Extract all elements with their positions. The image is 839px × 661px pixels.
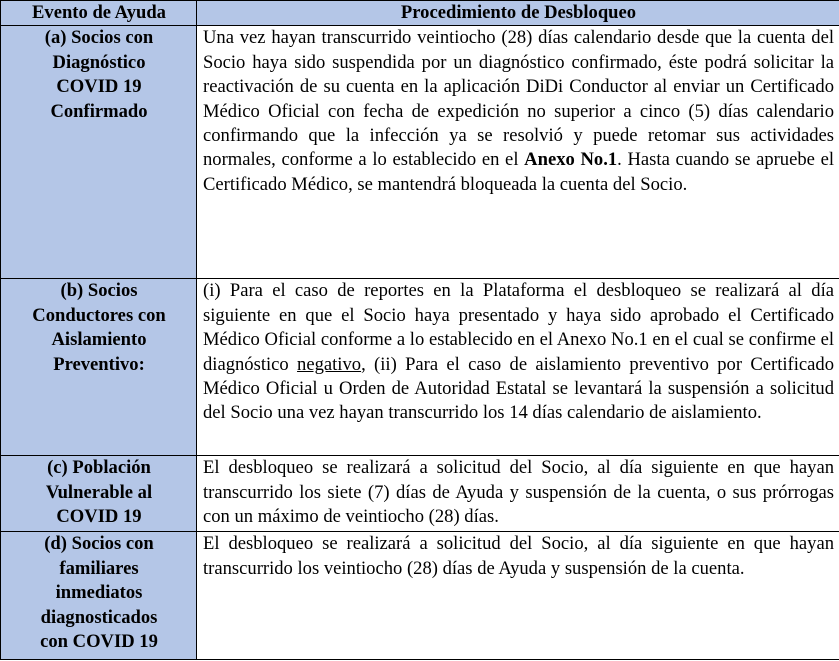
- event-line: (b) Socios: [60, 280, 138, 302]
- table-row-d: [1, 532, 839, 660]
- procedure-text: . Hasta cuando se apruebe el Certificado Médico, se mantendrá bloqueada la cuenta del Socio.: [203, 149, 835, 195]
- header-procedure: Procedimiento de Desbloqueo: [197, 1, 839, 26]
- procedure-text: Una vez hayan transcurrido veintiocho (28) días calendario desde que la cuenta del Socio haya sido suspendida por un diagnóstico confirmado, éste podrá solicitar la reactivación de su cuenta en la aplicación DiDi Conductor al enviar un Certificado Médico Oficial con fecha de expedición no superior a cinco (5) días calendario confirmando que la infección ya se resolvió y puede retomar sus actividades normales, conforme a lo establecido en el: [203, 27, 834, 171]
- event-line: Confirmado: [50, 100, 148, 122]
- event-cell-a: [1, 26, 197, 279]
- table-row-c: [1, 456, 839, 532]
- event-line: Aislamiento: [51, 329, 147, 351]
- event-line: (a) Socios con: [44, 27, 154, 49]
- event-line: diagnosticados: [40, 606, 158, 628]
- event-cell-b: [1, 279, 197, 456]
- event-line: COVID 19: [56, 76, 142, 98]
- header-row: [1, 1, 839, 26]
- event-line: inmediatos: [55, 582, 143, 604]
- procedure-underlined-term: negativo: [297, 353, 362, 375]
- event-line: COVID 19: [56, 506, 142, 528]
- event-line: Vulnerable al: [45, 481, 153, 503]
- procedure-text: El desbloqueo se realizará a solicitud del Socio, al día siguiente en que hayan transcurrido los siete (7) días de Ayuda y suspensión de la cuenta, o sus prórrogas con un máximo de veintiocho (28) días.: [203, 457, 834, 528]
- event-cell-c: [1, 456, 197, 532]
- procedure-cell-c: [197, 456, 839, 532]
- procedure-cell-a: [197, 26, 839, 279]
- event-cell-d: [1, 532, 197, 660]
- event-line: (d) Socios con: [44, 533, 154, 555]
- procedure-text: El desbloqueo se realizará a solicitud del Socio, al día siguiente en que hayan transcurrido los veintiocho (28) días de Ayuda y suspensión de la cuenta.: [203, 533, 834, 579]
- event-line: Preventivo:: [53, 353, 145, 375]
- procedure-annex-ref: Anexo No.1: [524, 149, 618, 171]
- event-line: Diagnóstico: [52, 51, 146, 73]
- event-line: con COVID 19: [40, 631, 158, 653]
- event-line: Conductores con: [32, 304, 166, 326]
- table-header: [1, 1, 839, 26]
- event-line: familiares: [59, 557, 139, 579]
- header-event: Evento de Ayuda: [1, 1, 197, 26]
- procedure-cell-d: [197, 532, 839, 660]
- procedure-text: , (ii) Para el caso de aislamiento preventivo por Certificado Médico Oficial u Orden de Autoridad Estatal se levantará la suspensión a solicitud del Socio una vez hayan transcurrido los 14 días calendario de aislamiento.: [203, 353, 834, 424]
- event-line: (c) Población: [47, 457, 151, 479]
- procedure-text: (i) Para el caso de reportes en la Plataforma el desbloqueo se realizará al día siguiente en que el Socio haya presentado y haya sido aprobado el Certificado Médico Oficial conforme a lo establecido en el Anexo No.1 en el cual se confirme el diagnóstico: [203, 280, 834, 375]
- table-row-a: [1, 26, 839, 279]
- table-row-b: [1, 279, 839, 456]
- procedure-cell-b: [197, 279, 839, 456]
